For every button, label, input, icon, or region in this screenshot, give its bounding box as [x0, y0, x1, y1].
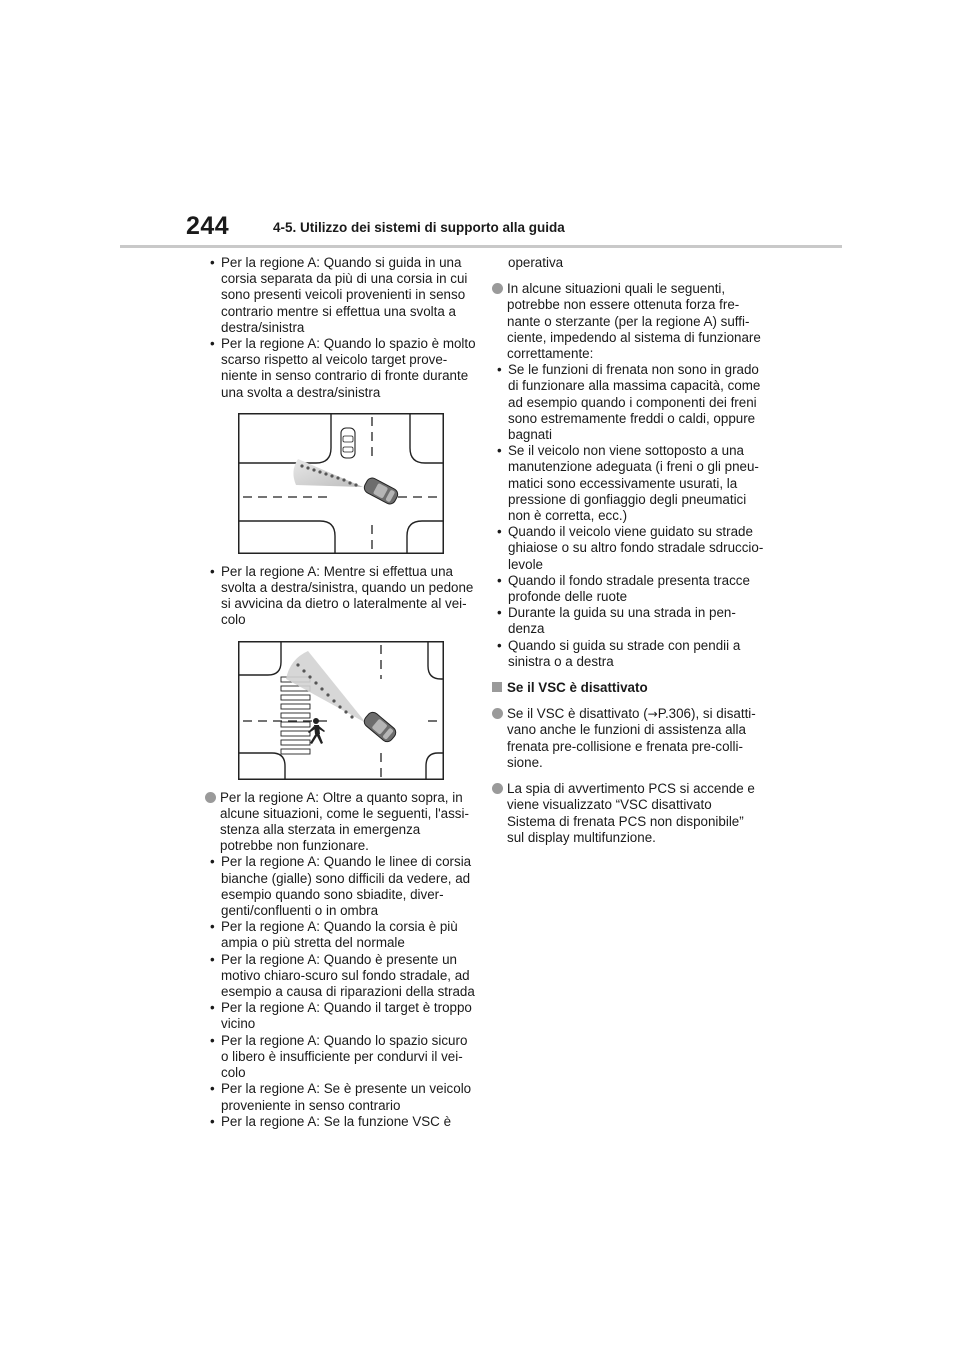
list-item: • Se il veicolo non viene sottoposto a una manutenzione adeguata (i freni o gli pneu- matici sono eccessivamente usurati, la pressione di gonfiaggio degli pneumatici non è corretta, ecc.) — [497, 443, 759, 524]
list-item: • Per la regione A: Quando lo spazio è molto scarso rispetto al veicolo target prove- niente in senso contrario di fronte durante una svolta a destra/sinistra — [210, 336, 476, 400]
list-item: • Durante la guida su una strada in pen- denza — [497, 605, 736, 637]
illustration-left-turn-oncoming — [238, 413, 444, 554]
note-item: La spia di avvertimento PCS si accende e viene visualizzato “VSC disattivato Sistema di frenata PCS non disponibile” sul display multifunzione. — [492, 781, 760, 846]
left-column — [205, 255, 476, 1130]
header-divider — [120, 245, 842, 248]
bullet-dot-icon — [492, 283, 503, 294]
note-item: In alcune situazioni quali le seguenti, potrebbe non essere ottenuta forza fre- nante o sterzante (per la regione A) suffi- ciente, impedendo al sistema di funzionare correttamente: — [492, 281, 760, 362]
list-item: • Per la regione A: Quando si guida in una corsia separata da più di una corsia in cui sono presenti veicoli provenienti in senso contrario mentre si effettua una svolta a destra/sinistra — [210, 255, 468, 335]
bullet-dot-icon — [492, 783, 503, 794]
right-column — [492, 255, 764, 846]
list-item: • Per la regione A: Mentre si effettua una svolta a destra/sinistra, quando un pedone si avvicina da dietro o lateralmente al vei- colo — [210, 563, 474, 628]
list-item: • Se le funzioni di frenata non sono in grado di funzionare alla massima capacità, come ad esempio quando i componenti dei freni sono estremamente freddi o caldi, oppure bagnati — [497, 362, 761, 443]
page-reference-link[interactable]: P.306), si disatti- — [657, 706, 756, 722]
list-item: • Per la regione A: Quando è presente un motivo chiaro-scuro sul fondo stradale, ad esempio a causa di riparazioni della strada — [210, 951, 475, 1000]
list-item: • Per la regione A: Quando lo spazio sicuro o libero è insufficiente per condurvi il vei- colo — [210, 1032, 468, 1081]
continuation-text: operativa — [508, 255, 564, 270]
illustration-turn-pedestrian — [238, 641, 444, 780]
list-item: • Per la regione A: Quando il target è troppo vicino — [210, 1000, 472, 1032]
list-item: • Per la regione A: Quando le linee di corsia bianche (gialle) sono difficili da vedere, ad esempio quando sono sbiadite, diver- genti/confluenti o in ombra — [210, 854, 472, 919]
list-item: • Quando il veicolo viene guidato su strade ghiaiose o su altro fondo stradale sdruccio- levole — [497, 524, 764, 572]
note-item: Per la regione A: Oltre a quanto sopra, in alcune situazioni, come le seguenti, l'assi- stenza alla sterzata in emergenza potrebbe non funzionare. — [205, 790, 473, 855]
list-item: • Quando si guida su strade con pendii a sinistra o a destra — [497, 637, 741, 669]
section-square-icon — [492, 682, 502, 692]
list-item: • Quando il fondo stradale presenta tracce profonde delle ruote — [497, 572, 750, 605]
section-header: 4-5. Utilizzo dei sistemi di supporto alla guida — [273, 220, 565, 235]
page-reference-arrow-icon: → — [647, 707, 658, 722]
bullet-dot-icon — [205, 792, 216, 803]
page-number: 244 — [186, 212, 230, 240]
note-item: Se il VSC è disattivato (→P.306), si disatti- vano anche le funzioni di assistenza alla frenata pre-collisione e frenata pre-colli- sione. — [492, 706, 760, 771]
list-item: • Per la regione A: Se è presente un veicolo proveniente in senso contrario — [210, 1081, 472, 1113]
section-heading: Se il VSC è disattivato — [492, 680, 760, 696]
list-item: • Per la regione A: Se la funzione VSC è — [210, 1113, 452, 1129]
list-item: • Per la regione A: Quando la corsia è più ampia o più stretta del normale — [210, 919, 458, 951]
bullet-dot-icon — [492, 708, 503, 719]
